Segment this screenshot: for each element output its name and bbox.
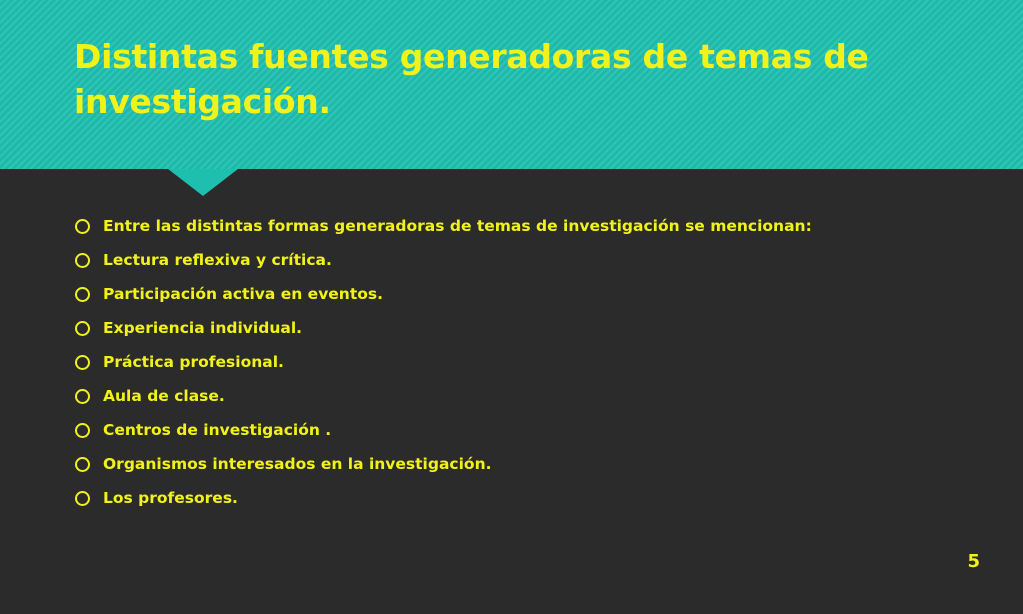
page-number: 5 xyxy=(967,551,980,572)
slide-title: Distintas fuentes generadoras de temas de investigación. xyxy=(74,37,869,121)
hollow-circle-icon xyxy=(75,355,90,370)
bullet-item xyxy=(74,381,974,415)
bullet-item xyxy=(74,279,974,313)
hollow-circle-icon xyxy=(75,321,90,336)
hollow-circle-icon xyxy=(75,219,90,234)
bullet-text: Lectura reflexiva y crítica. xyxy=(103,251,332,269)
bullet-item xyxy=(74,449,974,483)
bullet-text: Organismos interesados en la investigación. xyxy=(103,455,492,473)
hollow-circle-icon xyxy=(75,389,90,404)
bullet-item xyxy=(74,483,974,517)
bullet-text: Participación activa en eventos. xyxy=(103,285,384,303)
bullet-item xyxy=(74,313,974,347)
bullet-text: Práctica profesional. xyxy=(103,353,284,371)
bullet-item xyxy=(74,245,974,279)
hollow-circle-icon xyxy=(75,423,90,438)
bullet-item xyxy=(74,347,974,381)
bullet-text: Centros de investigación . xyxy=(103,421,332,439)
bullet-item xyxy=(74,211,974,245)
hollow-circle-icon xyxy=(75,457,90,472)
bullet-text: Aula de clase. xyxy=(103,387,225,405)
hollow-circle-icon xyxy=(75,491,90,506)
bullet-item xyxy=(74,415,974,449)
bullet-text: Experiencia individual. xyxy=(103,319,303,337)
hollow-circle-icon xyxy=(75,253,90,268)
bullet-text: Entre las distintas formas generadoras de temas de investigación se mencionan: xyxy=(103,217,812,235)
title-banner xyxy=(0,0,1023,169)
hollow-circle-icon xyxy=(75,287,90,302)
banner-notch xyxy=(168,169,238,196)
bullet-list xyxy=(74,211,974,517)
bullet-text: Los profesores. xyxy=(103,489,238,507)
